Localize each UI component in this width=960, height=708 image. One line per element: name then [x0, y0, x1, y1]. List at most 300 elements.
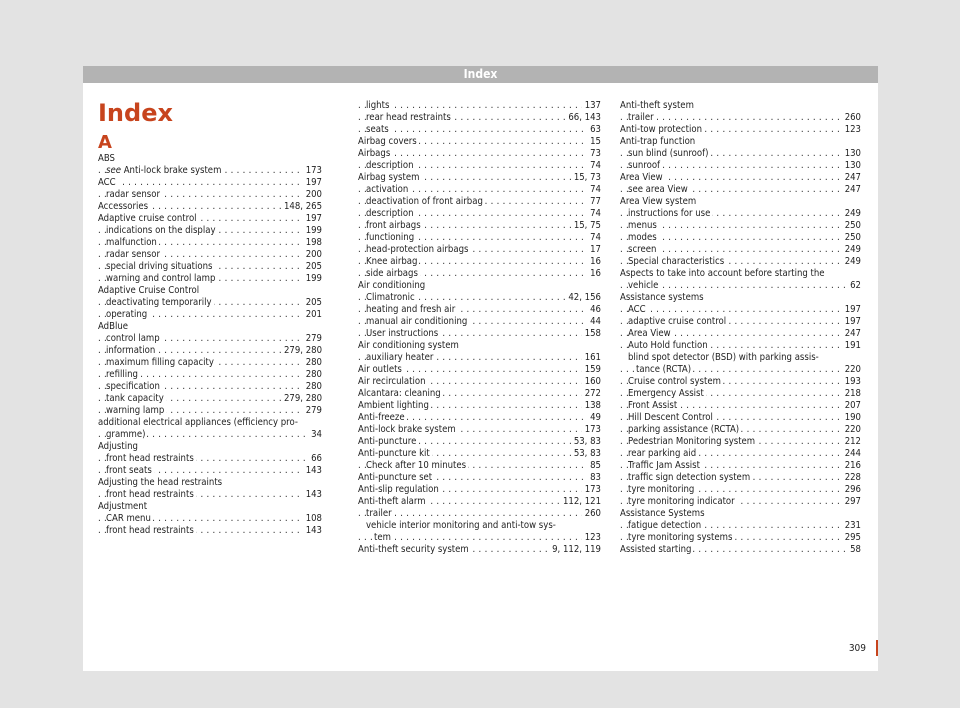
index-entry-page[interactable]: 44: [587, 316, 601, 328]
index-entry-term: Anti-lock brake system: [358, 424, 456, 435]
index-entry-page[interactable]: 228: [842, 472, 861, 484]
index-entry-page[interactable]: 66, 143: [565, 112, 601, 124]
index-entry-page[interactable]: 16: [587, 256, 601, 268]
index-entry-page[interactable]: 249: [842, 256, 861, 268]
index-entry-term: front head restraints: [106, 489, 194, 500]
index-entry: [620, 136, 861, 148]
index-entry-term: tank capacity: [106, 393, 164, 404]
index-entry-page[interactable]: 295: [842, 532, 861, 544]
index-entry-term: deactivation of front airbag: [366, 196, 483, 207]
index-entry-term: blind spot detector (BSD) with parking assis-: [628, 352, 819, 363]
index-entry-page[interactable]: 66: [308, 453, 322, 465]
index-entry-term: description: [366, 208, 414, 219]
index-entry-term: Traffic Jam Assist: [628, 460, 700, 471]
index-entry-term: tyre monitoring: [628, 484, 695, 495]
index-entry-page[interactable]: 199: [303, 225, 322, 237]
index-entry: [620, 148, 861, 160]
index-entry: [358, 544, 601, 556]
index-entry-term: lights: [366, 100, 390, 111]
index-entry-page[interactable]: 15, 75: [571, 220, 601, 232]
index-entry-term: Ambient lighting: [358, 400, 429, 411]
index-entry-page[interactable]: 250: [842, 232, 861, 244]
index-entry: [98, 465, 322, 477]
index-entry-term: parking assistance (RCTA): [628, 424, 740, 435]
index-entry-term: front head restraints: [106, 525, 194, 536]
index-entry-page[interactable]: 77: [587, 196, 601, 208]
index-entry: [620, 328, 861, 340]
index-entry-term: CAR menu: [106, 513, 151, 524]
index-entry-term: traffic sign detection system: [628, 472, 751, 483]
index-entry-term: Anti-freeze: [358, 412, 405, 423]
index-entry-term: Anti-theft security system: [358, 544, 469, 555]
index-entry: [620, 448, 861, 460]
index-entry-term: sunroof: [628, 160, 661, 171]
index-entry-term: Airbags: [358, 148, 391, 159]
index-entry-term: tyre monitoring indicator: [628, 496, 735, 507]
index-entry: [620, 484, 861, 496]
index-entry-term: functioning: [366, 232, 415, 243]
index-entry: [620, 100, 861, 112]
index-column-2: [358, 100, 601, 556]
index-entry: [620, 436, 861, 448]
index-entry: [98, 321, 322, 333]
index-entry-term: fatigue detection: [628, 520, 702, 531]
index-entry-term: Adjusting the head restraints: [98, 477, 223, 488]
index-entry: [620, 376, 861, 388]
index-entry-page[interactable]: 231: [842, 520, 861, 532]
index-entry-page[interactable]: 17: [587, 244, 601, 256]
index-entry-term: Area View system: [620, 196, 697, 207]
index-entry-term: Check after 10 minutes: [366, 460, 467, 471]
index-entry-term: radar sensor: [106, 249, 160, 260]
index-entry: [620, 412, 861, 424]
index-entry-term: Anti-puncture: [358, 436, 417, 447]
index-entry: [98, 405, 322, 417]
index-entry-page[interactable]: 191: [842, 340, 861, 352]
index-entry-page[interactable]: 148, 265: [281, 201, 322, 213]
index-entry: [620, 184, 861, 196]
index-entry: [358, 412, 601, 424]
index-entry-term: screen: [628, 244, 657, 255]
index-entry-term: manual air conditioning: [366, 316, 468, 327]
index-entry-page[interactable]: 220: [842, 364, 861, 376]
index-entry: [620, 424, 861, 436]
index-entry: [620, 400, 861, 412]
index-column-3: [620, 100, 861, 556]
index-entry-page[interactable]: 205: [303, 261, 322, 273]
index-entry: [620, 112, 861, 124]
index-entry: [98, 333, 322, 345]
index-entry-page[interactable]: 220: [842, 424, 861, 436]
index-entry-term: trailer: [628, 112, 654, 123]
index-entry: [620, 280, 861, 292]
index-entry-page[interactable]: 218: [842, 388, 861, 400]
index-entry: [98, 225, 322, 237]
index-entry: [620, 232, 861, 244]
index-entry-term: Air conditioning system: [358, 340, 459, 351]
index-entry-page[interactable]: 138: [582, 400, 601, 412]
index-entry-page[interactable]: 279, 280: [281, 393, 322, 405]
index-entry: [620, 496, 861, 508]
index-entry: [98, 429, 322, 441]
index-entry-page[interactable]: 197: [842, 316, 861, 328]
index-entry: [358, 232, 601, 244]
index-entry: [98, 297, 322, 309]
index-entry: [358, 448, 601, 460]
index-entry: [620, 208, 861, 220]
index-entry-page[interactable]: 161: [582, 352, 601, 364]
index-title: Index: [98, 99, 173, 127]
index-entry-page[interactable]: 280: [303, 369, 322, 381]
index-entry-term: menus: [628, 220, 657, 231]
index-entry: [98, 393, 322, 405]
index-entry-term: Anti-slip regulation: [358, 484, 439, 495]
index-entry-term: User instructions: [366, 328, 439, 339]
index-entry-page[interactable]: 247: [842, 172, 861, 184]
index-entry-term: trailer: [366, 508, 392, 519]
index-page: [83, 66, 878, 671]
index-entry-page[interactable]: 197: [303, 177, 322, 189]
index-entry-term: Assistance Systems: [620, 508, 705, 519]
index-entry-page[interactable]: 297: [842, 496, 861, 508]
index-entry-term: vehicle interior monitoring and anti-tow sys-: [366, 520, 556, 531]
index-entry-term: rear head restraints: [366, 112, 451, 123]
index-entry: [620, 472, 861, 484]
index-entry-term: additional electrical appliances (efficiency pro-: [98, 417, 298, 428]
index-entry: [358, 532, 601, 544]
index-entry-page[interactable]: 247: [842, 328, 861, 340]
index-entry: [98, 477, 322, 489]
index-entry-page[interactable]: 279: [303, 333, 322, 345]
index-entry-term: Anti-theft alarm: [358, 496, 426, 507]
index-entry-term: refilling: [106, 369, 138, 380]
index-entry-page[interactable]: 49: [587, 412, 601, 424]
index-entry-page[interactable]: 260: [582, 508, 601, 520]
index-entry: [98, 357, 322, 369]
index-entry-term: control lamp: [106, 333, 160, 344]
index-entry-page[interactable]: 108: [303, 513, 322, 525]
index-entry: [358, 508, 601, 520]
index-entry-page[interactable]: 197: [842, 304, 861, 316]
index-entry-page[interactable]: 74: [587, 160, 601, 172]
index-entry-page[interactable]: 143: [303, 525, 322, 537]
index-entry: [358, 208, 601, 220]
index-entry-term: special driving situations: [106, 261, 213, 272]
index-entry-term: Cruise control system: [628, 376, 721, 387]
index-entry: [358, 328, 601, 340]
index-entry-term: Emergency Assist: [628, 388, 704, 399]
index-entry-term: Anti-theft system: [620, 100, 694, 111]
header-title: Index: [463, 67, 498, 81]
index-entry: [358, 400, 601, 412]
index-entry-page[interactable]: 249: [842, 244, 861, 256]
index-entry-term: modes: [628, 232, 657, 243]
index-entry-page[interactable]: 42, 156: [565, 292, 601, 304]
index-entry-term: Climatronic: [366, 292, 415, 303]
index-entry: [98, 213, 322, 225]
index-entry: [98, 273, 322, 285]
index-entry: [98, 453, 322, 465]
index-entry: [358, 472, 601, 484]
index-entry: [98, 345, 322, 357]
index-entry-term: Front Assist: [628, 400, 678, 411]
index-entry-page[interactable]: 74: [587, 208, 601, 220]
index-entry: [98, 369, 322, 381]
index-entry: [358, 352, 601, 364]
index-entry-term: Adjusting: [98, 441, 138, 452]
index-entry-term: adaptive cruise control: [628, 316, 727, 327]
index-entry-term: specification: [106, 381, 160, 392]
index-entry-term: Anti-trap function: [620, 136, 696, 147]
index-entry-page[interactable]: 199: [303, 273, 322, 285]
index-entry-term: side airbags: [366, 268, 418, 279]
index-entry-page[interactable]: 193: [842, 376, 861, 388]
index-entry-term: Anti-puncture set: [358, 472, 433, 483]
index-entry-page[interactable]: 190: [842, 412, 861, 424]
index-entry-term: Adaptive Cruise Control: [98, 285, 200, 296]
index-entry-page[interactable]: 260: [842, 112, 861, 124]
index-entry-page[interactable]: 200: [303, 249, 322, 261]
index-entry: [358, 160, 601, 172]
index-entry-page[interactable]: 16: [587, 268, 601, 280]
index-entry: [358, 268, 601, 280]
index-entry-term: [106, 165, 223, 176]
index-entry-page[interactable]: 173: [582, 424, 601, 436]
index-entry-term: warning and control lamp: [106, 273, 216, 284]
index-entry: [98, 501, 322, 513]
index-entry: [98, 249, 322, 261]
page-number: 309: [848, 643, 866, 654]
index-entry: [358, 424, 601, 436]
index-entry-term: Air recirculation: [358, 376, 426, 387]
index-entry-page[interactable]: 207: [842, 400, 861, 412]
index-entry: [620, 172, 861, 184]
index-entry-term: ABS: [98, 153, 115, 164]
index-entry-term: malfunction: [106, 237, 157, 248]
index-entry-page[interactable]: 34: [308, 429, 322, 441]
index-entry-page[interactable]: 15: [587, 136, 601, 148]
index-entry: [358, 520, 601, 532]
index-entry-page[interactable]: 198: [303, 237, 322, 249]
index-entry-page[interactable]: 130: [842, 160, 861, 172]
index-entry: [358, 280, 601, 292]
index-entry: [358, 340, 601, 352]
index-entry-term-text: Anti-lock brake system: [120, 165, 222, 176]
index-entry-page[interactable]: 201: [303, 309, 322, 321]
index-entry-term: radar sensor: [106, 189, 160, 200]
index-entry-term: gramme): [106, 429, 146, 440]
index-entry-term: warning lamp: [106, 405, 165, 416]
index-entry-page[interactable]: 280: [303, 357, 322, 369]
index-entry-term: Assistance systems: [620, 292, 704, 303]
index-entry-term: see area View: [628, 184, 688, 195]
index-entry: [620, 256, 861, 268]
index-entry: [358, 136, 601, 148]
index-entry: [98, 237, 322, 249]
index-entry-page[interactable]: 160: [582, 376, 601, 388]
index-entry-term: instructions for use: [628, 208, 711, 219]
index-entry: [620, 460, 861, 472]
index-entry-page[interactable]: 62: [847, 280, 861, 292]
index-entry-page[interactable]: 173: [582, 484, 601, 496]
index-entry: [358, 220, 601, 232]
index-entry: [98, 201, 322, 213]
index-entry-page[interactable]: 73: [587, 148, 601, 160]
index-entry: [358, 460, 601, 472]
index-entry-page[interactable]: 197: [303, 213, 322, 225]
index-entry-term: Accessories: [98, 201, 149, 212]
index-entry-term: Alcantara: cleaning: [358, 388, 441, 399]
index-entry-term: Aspects to take into account before starting the: [620, 268, 825, 279]
index-entry: [98, 153, 322, 165]
index-entry-term: maximum filling capacity: [106, 357, 214, 368]
index-entry-page[interactable]: 272: [582, 388, 601, 400]
index-entry-term: tem: [374, 532, 391, 543]
index-entry-page[interactable]: 143: [303, 489, 322, 501]
index-entry-term: front airbags: [366, 220, 421, 231]
index-entry: [358, 148, 601, 160]
index-entry: [358, 484, 601, 496]
index-entry-term: Special characteristics: [628, 256, 725, 267]
index-entry-page[interactable]: 280: [303, 381, 322, 393]
index-entry-term: AdBlue: [98, 321, 129, 332]
index-entry-page[interactable]: 212: [842, 436, 861, 448]
index-entry: [98, 381, 322, 393]
index-entry: [358, 244, 601, 256]
index-entry-page[interactable]: 53, 83: [571, 436, 601, 448]
index-entry: [358, 196, 601, 208]
index-entry-page[interactable]: 130: [842, 148, 861, 160]
index-entry-page[interactable]: 279: [303, 405, 322, 417]
index-entry: [620, 220, 861, 232]
index-entry-term: Anti-puncture kit: [358, 448, 430, 459]
index-entry-term: Area View: [628, 328, 671, 339]
index-entry: [620, 364, 861, 376]
index-entry-term: Hill Descent Control: [628, 412, 713, 423]
index-entry-page[interactable]: 247: [842, 184, 861, 196]
index-entry: [98, 513, 322, 525]
index-entry-page[interactable]: 249: [842, 208, 861, 220]
index-entry-term: Airbag covers: [358, 136, 417, 147]
index-column-1: [98, 153, 322, 537]
index-entry-term: activation: [366, 184, 409, 195]
index-entry: [98, 417, 322, 429]
index-entry: [620, 292, 861, 304]
index-entry-page[interactable]: 46: [587, 304, 601, 316]
index-entry: [620, 124, 861, 136]
index-entry-page[interactable]: 205: [303, 297, 322, 309]
index-entry: [98, 189, 322, 201]
index-entry: [358, 376, 601, 388]
index-entry-term: auxiliary heater: [366, 352, 434, 363]
index-entry: [98, 177, 322, 189]
index-entry: [358, 304, 601, 316]
index-entry: [98, 261, 322, 273]
index-entry-term: indications on the display: [106, 225, 216, 236]
index-entry-term: Adjustment: [98, 501, 148, 512]
index-entry-page[interactable]: 123: [842, 124, 861, 136]
index-entry: [358, 436, 601, 448]
index-entry-page[interactable]: 74: [587, 232, 601, 244]
index-entry: [98, 525, 322, 537]
index-entry-term: head-protection airbags: [366, 244, 469, 255]
index-entry-page[interactable]: 53, 83: [571, 448, 601, 460]
index-entry-term: rear parking aid: [628, 448, 697, 459]
section-letter: A: [98, 132, 112, 153]
index-entry-page[interactable]: 200: [303, 189, 322, 201]
index-entry-page[interactable]: 244: [842, 448, 861, 460]
index-entry: [358, 496, 601, 508]
index-entry-page[interactable]: 9, 112, 119: [549, 544, 601, 556]
index-entry: [620, 544, 861, 556]
index-entry-page[interactable]: 159: [582, 364, 601, 376]
index-entry-page[interactable]: 143: [303, 465, 322, 477]
index-entry-term: Airbag system: [358, 172, 420, 183]
index-entry-term: operating: [106, 309, 148, 320]
index-entry: [620, 508, 861, 520]
index-entry: [620, 196, 861, 208]
index-entry-page[interactable]: 250: [842, 220, 861, 232]
index-entry: [98, 285, 322, 297]
index-entry-term: Air conditioning: [358, 280, 426, 291]
index-entry-term: tance (RCTA): [636, 364, 692, 375]
index-entry-term: front seats: [106, 465, 152, 476]
index-entry-term: heating and fresh air: [366, 304, 456, 315]
index-entry-term: Air outlets: [358, 364, 402, 375]
index-entry-term: Pedestrian Monitoring system: [628, 436, 756, 447]
index-entry-page[interactable]: 112, 121: [560, 496, 601, 508]
index-entry: [620, 520, 861, 532]
index-entry-page[interactable]: 83: [587, 472, 601, 484]
index-entry-term: Knee airbag: [366, 256, 418, 267]
index-entry-page[interactable]: 58: [847, 544, 861, 556]
index-entry-term: information: [106, 345, 156, 356]
index-entry: [620, 352, 861, 364]
index-entry-term: ACC: [628, 304, 646, 315]
index-entry-page[interactable]: 173: [303, 165, 322, 177]
index-entry-term: deactivating temporarily: [106, 297, 212, 308]
index-entry: [358, 172, 601, 184]
index-entry-page[interactable]: 216: [842, 460, 861, 472]
index-entry-term: Auto Hold function: [628, 340, 708, 351]
index-entry-page[interactable]: 15, 73: [571, 172, 601, 184]
index-entry: [620, 532, 861, 544]
index-entry-page[interactable]: 158: [582, 328, 601, 340]
index-entry: [620, 388, 861, 400]
index-entry-page[interactable]: 63: [587, 124, 601, 136]
index-entry-term: description: [366, 160, 414, 171]
index-entry-page[interactable]: 279, 280: [281, 345, 322, 357]
index-entry-page[interactable]: 296: [842, 484, 861, 496]
index-entry-term: Anti-tow protection: [620, 124, 702, 135]
index-entry-page[interactable]: 74: [587, 184, 601, 196]
index-entry-page[interactable]: 123: [582, 532, 601, 544]
index-entry-term: ACC: [98, 177, 116, 188]
index-entry-term: vehicle: [628, 280, 659, 291]
index-entry: [358, 388, 601, 400]
index-entry-page[interactable]: 85: [587, 460, 601, 472]
index-entry-term: Assisted starting: [620, 544, 692, 555]
index-entry-page[interactable]: 137: [582, 100, 601, 112]
index-entry: [620, 316, 861, 328]
index-entry: [620, 304, 861, 316]
index-entry: [620, 340, 861, 352]
index-entry: [620, 268, 861, 280]
index-entry: [358, 124, 601, 136]
index-entry: [620, 160, 861, 172]
index-entry: [98, 489, 322, 501]
index-entry: [358, 184, 601, 196]
